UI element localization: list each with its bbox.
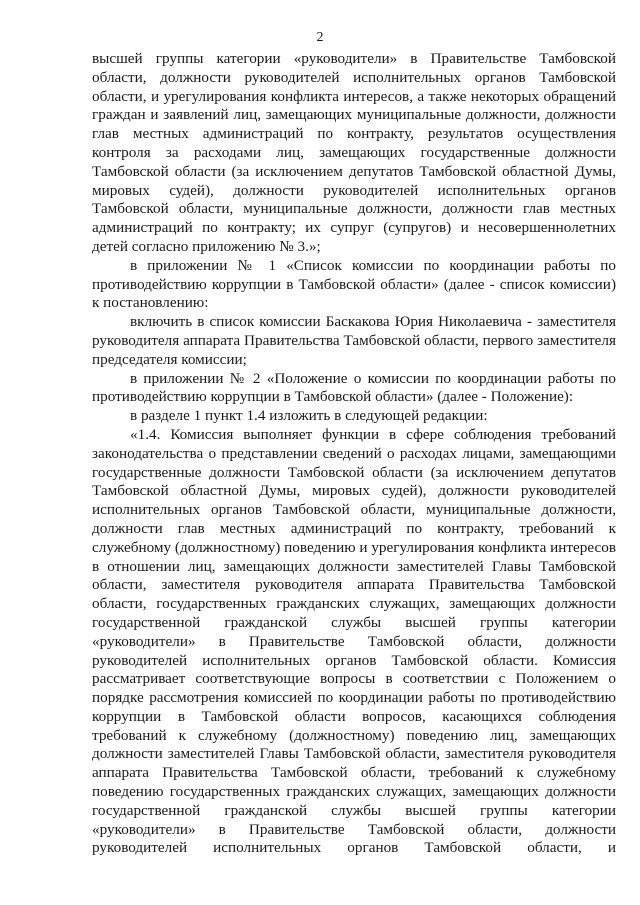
page-number: 2 (316, 30, 324, 45)
paragraph-appendix-2: в приложении № 2 «Положение о комиссии по координации работы по противодействию коррупции в Тамбовской области» (далее - Положение): (92, 369, 616, 406)
paragraph-continuation: высшей группы категории «руководители» в Правительстве Тамбовской области, должности руководителей исполнительных органов Тамбовской области, и урегулирования конфликта интересов, а также некоторых обращений граждан и заявлений лиц, замещающих муниципальные должности, должности глав местных администраций по контракту, результатов осуществления контроля за расходами лиц, замещающих государственные должности Тамбовской области (за исключением депутатов Тамбовской областной Думы, мировых судей), должности руководителей исполнительных органов Тамбовской области, муниципальные должности, должности глав местных администраций по контракту; их супруг (супругов) и несовершеннолетних детей согласно приложению № 3.»; (92, 50, 616, 255)
paragraph-section-1: в разделе 1 пункт 1.4 изложить в следующей редакции: (130, 407, 488, 425)
paragraph-appendix-1: в приложении № 1 «Список комиссии по координации работы по противодействию коррупции в Тамбовской области» (далее - список комиссии) к постановлению: (92, 256, 616, 312)
paragraph-clause-1-4: «1.4. Комиссия выполняет функции в сфере соблюдения требований законодательства о представлении сведений о расходах лицами, замещающими государственные должности Тамбовской области (за исключением депутатов Тамбовской областной Думы, мировых судей), должности руководителей исполнительных органов Тамбовской области, муниципальные должности, должности глав местных администраций по контракту, требований к служебному (должностному) поведению и урегулирования конфликта интересов в отношении лиц, замещающих должности заместителей Главы Тамбовской области, заместителя руководителя аппарата Правительства Тамбовской области, государственных гражданских служащих, замещающих должности государственной гражданской службы высшей группы категории «руководители» в Правительстве Тамбовской области, должности руководителей исполнительных органов Тамбовской области. Комиссия рассматривает соответствующие вопросы в соответствии с Положением о порядке рассмотрения комиссией по координации работы по противодействию коррупции в Тамбовской области вопросов, касающихся соблюдения требований к служебному (должностному) поведению лиц, замещающих должности заместителей Главы Тамбовской области, заместителя руководителя аппарата Правительства Тамбовской области, требований к служебному поведению государственных гражданских служащих, замещающих должности государственной гражданской службы высшей группы категории «руководители» в Правительстве Тамбовской области, должности руководителей исполнительных органов Тамбовской области, и (92, 425, 616, 857)
document-body (92, 50, 616, 858)
paragraph-include-member: включить в список комиссии Баскакова Юрия Николаевича - заместителя руководителя аппарата Правительства Тамбовской области, первого заместителя председателя комиссии; (92, 313, 616, 368)
